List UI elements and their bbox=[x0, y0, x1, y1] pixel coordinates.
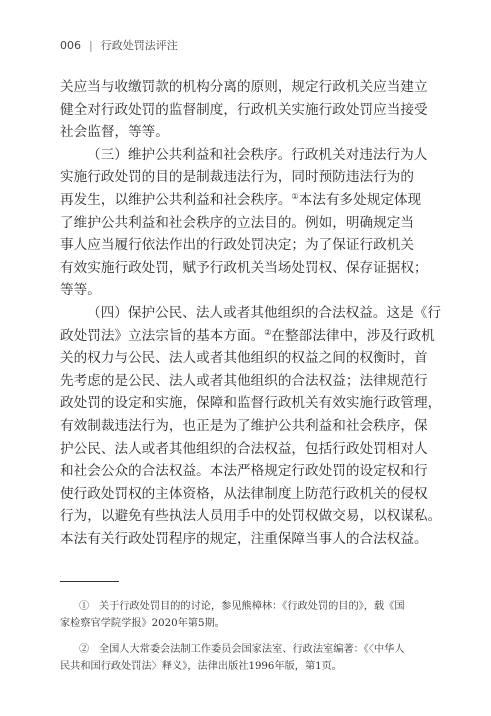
text-segment: 政处罚法》立法宗旨的基本方面。 bbox=[60, 327, 265, 344]
text-line: 社会监督，等等。 bbox=[60, 124, 169, 141]
footnote-ref-1[interactable]: ① bbox=[291, 191, 299, 201]
text-segment: 本法有多处规定体现 bbox=[298, 191, 422, 208]
footnote-ref-2[interactable]: ② bbox=[264, 327, 272, 337]
text-line: 事人应当履行依法作出的行政处罚决定；为了保证行政机关 bbox=[60, 237, 414, 254]
text-line: 等等。 bbox=[60, 282, 101, 299]
text-line: 本法有关行政处罚程序的规定，注重保障当事人的合法权益。 bbox=[60, 530, 428, 547]
text-line: 关应当与收缴罚款的机构分离的原则，规定行政机关应当建立 bbox=[60, 79, 428, 95]
text-line: 行为，以避免有些执法人员用手中的处罚权做交易，以权谋私。 bbox=[60, 508, 442, 525]
text-line: 护公民、法人或者其他组织的合法权益，包括行政处罚相对人 bbox=[60, 440, 428, 457]
text-line: 关的权力与公民、法人或者其他组织的权益之间的权衡时，首 bbox=[60, 350, 428, 367]
text-line: （三）维护公共利益和社会秩序。行政机关对违法行为人 bbox=[87, 146, 428, 163]
footnote-2 bbox=[60, 641, 432, 658]
footnotes bbox=[60, 598, 432, 675]
footnote-text: 全国人大常委会法制工作委员会国家法室、行政法室编著：《〈中华人 bbox=[98, 644, 405, 655]
footnote-marker: ② bbox=[79, 644, 90, 655]
footnote-1 bbox=[60, 598, 432, 615]
text-line: （四）保护公民、法人或者其他组织的合法权益。这是《行 bbox=[87, 304, 441, 321]
text-line: 使行政处罚权的主体资格，从法律制度上防范行政机关的侵权 bbox=[60, 485, 428, 502]
footnote-2-continued: 民共和国行政处罚法〉释义》，法律出版社1996年版，第1页。 bbox=[60, 661, 342, 672]
text-line: 政处罚的设定和实施，保障和监督行政机关有效实施行政管理， bbox=[60, 395, 442, 412]
footnote-divider bbox=[60, 581, 119, 582]
text-segment: 再发生，以维护公共利益和社会秩序。 bbox=[60, 191, 292, 208]
footnote-marker: ① bbox=[79, 601, 90, 612]
header-separator: | bbox=[89, 39, 93, 52]
text-line bbox=[60, 325, 435, 348]
text-line: 和社会公众的合法权益。本法严格规定行政处罚的设定权和行 bbox=[60, 463, 428, 480]
book-title: 行政处罚法评注 bbox=[100, 39, 178, 52]
footnote-1-continued: 家检察官学院学报》2020年第5期。 bbox=[60, 618, 225, 629]
page-number: 006 bbox=[60, 39, 81, 52]
footnote-text: 关于行政处罚目的的讨论，参见熊樟林：《行政处罚的目的》，载《国 bbox=[98, 601, 405, 612]
text-line bbox=[60, 189, 430, 212]
text-segment: 在整部法律中，涉及行政机 bbox=[271, 327, 435, 344]
text-line: 健全对行政处罚的监督制度，行政机关实施行政处罚应当接受 bbox=[60, 101, 428, 118]
body-text bbox=[60, 76, 442, 550]
text-line: 了维护公共利益和社会秩序的立法目的。例如，明确规定当 bbox=[60, 214, 414, 231]
text-line: 有效制裁违法行为，也正是为了维护公共利益和社会秩序，保 bbox=[60, 417, 428, 434]
text-line: 先考虑的是公民、法人或者其他组织的合法权益；法律规范行 bbox=[60, 372, 428, 389]
text-line: 有效实施行政处罚，赋予行政机关当场处罚权、保存证据权； bbox=[60, 259, 428, 276]
running-header bbox=[60, 39, 178, 53]
text-line: 实施行政处罚的目的是制裁违法行为，同时预防违法行为的 bbox=[60, 169, 414, 186]
